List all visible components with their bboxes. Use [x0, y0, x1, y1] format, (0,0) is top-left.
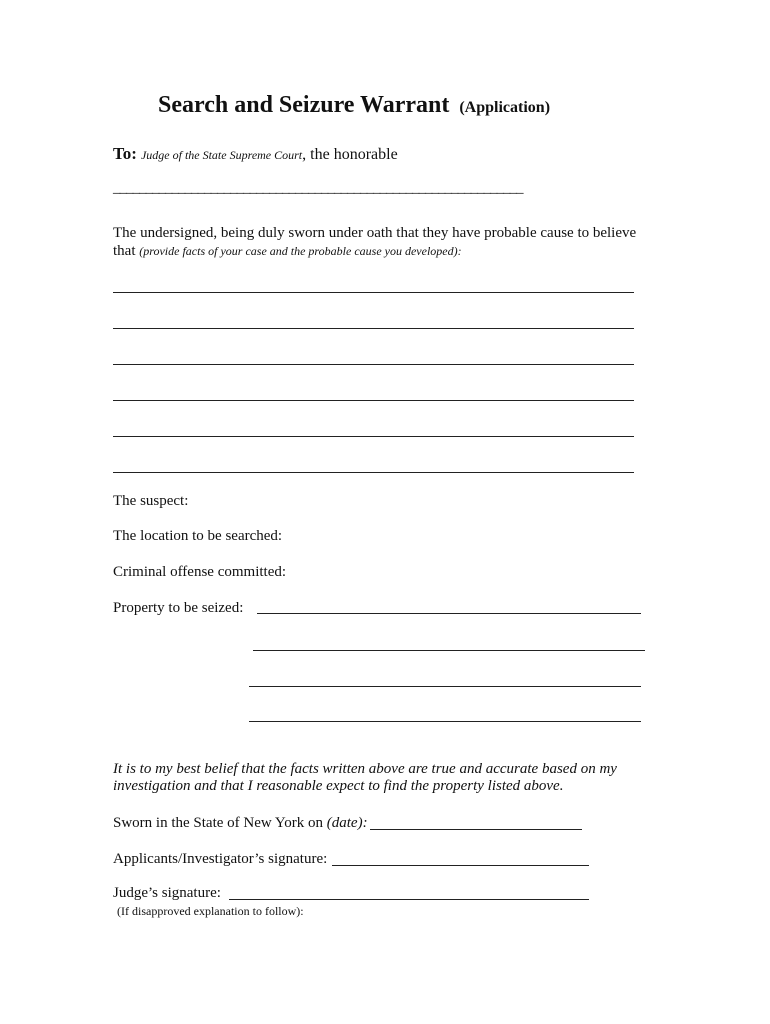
applicant-signature-label: Applicants/Investigator’s signature: — [113, 851, 328, 867]
judge-signature-line[interactable] — [229, 899, 589, 900]
property-label: Property to be seized: — [113, 600, 244, 616]
addressee-italic: Judge of the State Supreme Court — [140, 148, 303, 162]
property-line-2[interactable] — [253, 650, 645, 651]
sworn-date-hint: (date): — [326, 815, 368, 831]
location-label: The location to be searched: — [113, 528, 283, 544]
property-line-1[interactable] — [257, 613, 641, 614]
title-main: Search and Seizure Warrant — [158, 92, 450, 118]
suspect-label: The suspect: — [113, 493, 189, 509]
title-subtitle: (Application) — [459, 99, 551, 116]
facts-line-1[interactable] — [113, 292, 634, 293]
affidavit-lead: that — [113, 243, 140, 259]
to-label: To: — [113, 144, 137, 163]
sworn-date-line[interactable] — [370, 829, 582, 830]
facts-line-2[interactable] — [113, 328, 634, 329]
belief-line-2: investigation and that I reasonable expect to find the property listed above. — [113, 778, 564, 794]
document-title — [158, 92, 550, 119]
affidavit-instruction: (provide facts of your case and the probable cause you developed): — [139, 244, 462, 258]
addressee-line — [113, 144, 398, 164]
facts-line-4[interactable] — [113, 400, 634, 401]
offense-label: Criminal offense committed: — [113, 564, 287, 580]
affidavit-line-1: The undersigned, being duly sworn under oath that they have probable cause to believe — [113, 225, 637, 241]
recipient-blank[interactable]: _______________________________________________________________ — [113, 180, 523, 196]
judge-signature-label: Judge’s signature: — [113, 885, 221, 901]
facts-line-3[interactable] — [113, 364, 634, 365]
sworn-text: Sworn in the State of New York on — [113, 815, 327, 831]
belief-line-1: It is to my best belief that the facts written above are true and accurate based on my — [113, 761, 617, 777]
addressee-tail: , the honorable — [302, 146, 398, 163]
property-line-3[interactable] — [249, 686, 641, 687]
disapproved-note: (If disapproved explanation to follow): — [117, 904, 304, 918]
sworn-label — [113, 815, 368, 832]
affidavit-line-2 — [113, 243, 462, 260]
facts-line-5[interactable] — [113, 436, 634, 437]
belief-statement — [113, 761, 617, 795]
applicant-signature-line[interactable] — [332, 865, 589, 866]
facts-line-6[interactable] — [113, 472, 634, 473]
property-line-4[interactable] — [249, 721, 641, 722]
